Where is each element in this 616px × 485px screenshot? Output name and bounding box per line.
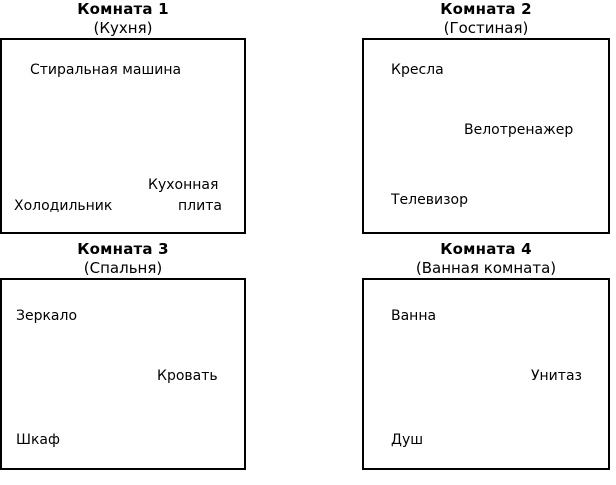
room-item-wardrobe: Шкаф xyxy=(16,432,60,448)
room-item-television: Телевизор xyxy=(391,192,468,208)
room-box-4 xyxy=(362,278,610,470)
room-item-stove-line2: плита xyxy=(178,198,222,214)
room-block-2 xyxy=(362,0,610,234)
room-subtitle-3: (Спальня) xyxy=(83,259,163,277)
room-item-washing-machine: Стиральная машина xyxy=(30,62,182,78)
room-subtitle-4: (Ванная комната) xyxy=(415,259,557,277)
room-block-4 xyxy=(362,240,610,470)
room-box-3 xyxy=(0,278,246,470)
room-item-bathtub: Ванна xyxy=(391,308,437,324)
room-title-1: Комната 1 xyxy=(77,0,169,18)
room-subtitle-1: (Кухня) xyxy=(93,19,153,37)
room-title-4: Комната 4 xyxy=(440,240,532,258)
room-block-3 xyxy=(0,240,246,470)
room-item-toilet: Унитаз xyxy=(531,368,582,384)
room-item-armchairs: Кресла xyxy=(391,62,444,78)
room-title-3: Комната 3 xyxy=(77,240,169,258)
room-item-shower: Душ xyxy=(391,432,424,448)
room-title-2: Комната 2 xyxy=(440,0,532,18)
room-block-1 xyxy=(0,0,246,234)
room-item-exercise-bike: Велотренажер xyxy=(464,122,574,138)
room-item-fridge: Холодильник xyxy=(14,198,113,214)
room-item-mirror: Зеркало xyxy=(16,308,78,324)
room-subtitle-2: (Гостиная) xyxy=(443,19,529,37)
room-box-2 xyxy=(362,38,610,234)
room-box-1 xyxy=(0,38,246,234)
room-item-bed: Кровать xyxy=(157,368,218,384)
room-item-stove-line1: Кухонная xyxy=(148,177,219,193)
